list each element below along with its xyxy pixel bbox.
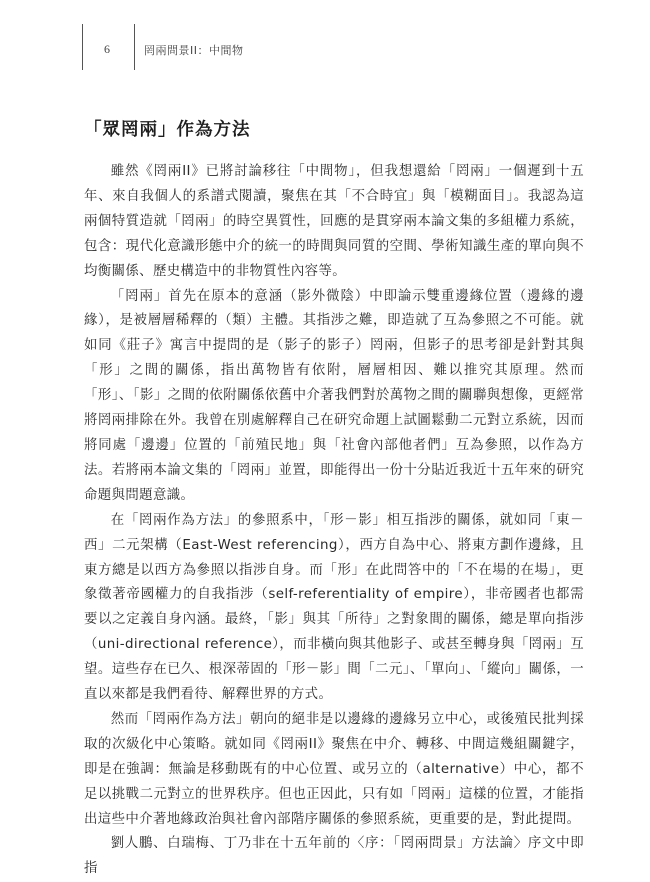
- header-rule-right: [134, 24, 135, 70]
- paragraph: 「罔兩」首先在原本的意涵（影外微陰）中即論示雙重邊緣位置（邊緣的邊緣），是被層層稀釋的（類）主體。其指涉之難，即造就了互為參照之不可能。就如同《莊子》寓言中提問的是（影子的影子）罔兩，但影子的思考卻是針對其與「形」之間的關係，指出萬物皆有依附，層層相因、難以推究其原理。然而「形」、「影」之間的依附關係依舊中介著我們對於萬物之間的關聯與想像，更經常將罔兩排除在外。我曾在別處解釋自己在研究命題上試圖鬆動二元對立系統，因而將同處「邊邊」位置的「前殖民地」與「社會內部他者們」互為參照，以作為方法。若將兩本論文集的「罔兩」並置，即能得出一份十分貼近我近十五年來的研究命題與問題意識。: [84, 288, 584, 503]
- paragraph: 劉人鵬、白瑞梅、丁乃非在十五年前的〈序：「罔兩問景」方法論〉序文中即指: [84, 836, 584, 877]
- page-number: 6: [104, 42, 110, 56]
- paragraph: 然而「罔兩作為方法」朝向的絕非是以邊緣的邊緣另立中心，或後殖民批判採取的次級化中心策略。就如同《罔兩II》聚焦在中介、轉移、中間這幾組關鍵字，即是在強調：無論是移動既有的中心位置、或另立的（alternative）中心，都不足以挑戰二元對立的世界秩序。但也正因此，只有如「罔兩」這樣的位置，才能指出這些中介著地緣政治與社會內部階序關係的參照系統，更重要的是，對此提問。: [84, 711, 584, 827]
- paragraph: 雖然《罔兩II》已將討論移往「中間物」，但我想還給「罔兩」一個遲到十五年、來自我個人的系譜式閱讀，聚焦在其「不合時宜」與「模糊面目」。我認為這兩個特質造就「罔兩」的時空異質性，回應的是貫穿兩本論文集的多組權力系統，包含：現代化意識形態中介的統一的時間與同質的空間、學術知識生產的單向與不均衡關係、歷史構造中的非物質性內容等。: [84, 164, 584, 279]
- header-rule-left: [82, 24, 83, 70]
- running-head: 罔兩問景II：中間物: [144, 44, 244, 57]
- page-header: [82, 24, 650, 72]
- body-text: [84, 160, 584, 882]
- paragraph: 在「罔兩作為方法」的參照系中，「形－影」相互指涉的關係，就如同「東－西」二元架構（East-West referencing），西方自為中心、將東方劃作邊緣，且東方總是以西方為參照以指涉自身。而「形」在此問答中的「不在場的在場」，更象徵著帝國權力的自我指涉（self-referentiality of empire），非帝國者也都需要以之定義自身內涵。最終，「影」與其「所待」之對象間的關係，總是單向指涉（uni-directional reference），而非橫向與其他影子、或甚至轉身與「罔兩」互望。這些存在已久、根深蒂固的「形－影」間「二元」、「單向」、「縱向」關係，一直以來都是我們看待、解釋世界的方式。: [84, 512, 584, 703]
- section-title: 「眾罔兩」作為方法: [84, 120, 251, 140]
